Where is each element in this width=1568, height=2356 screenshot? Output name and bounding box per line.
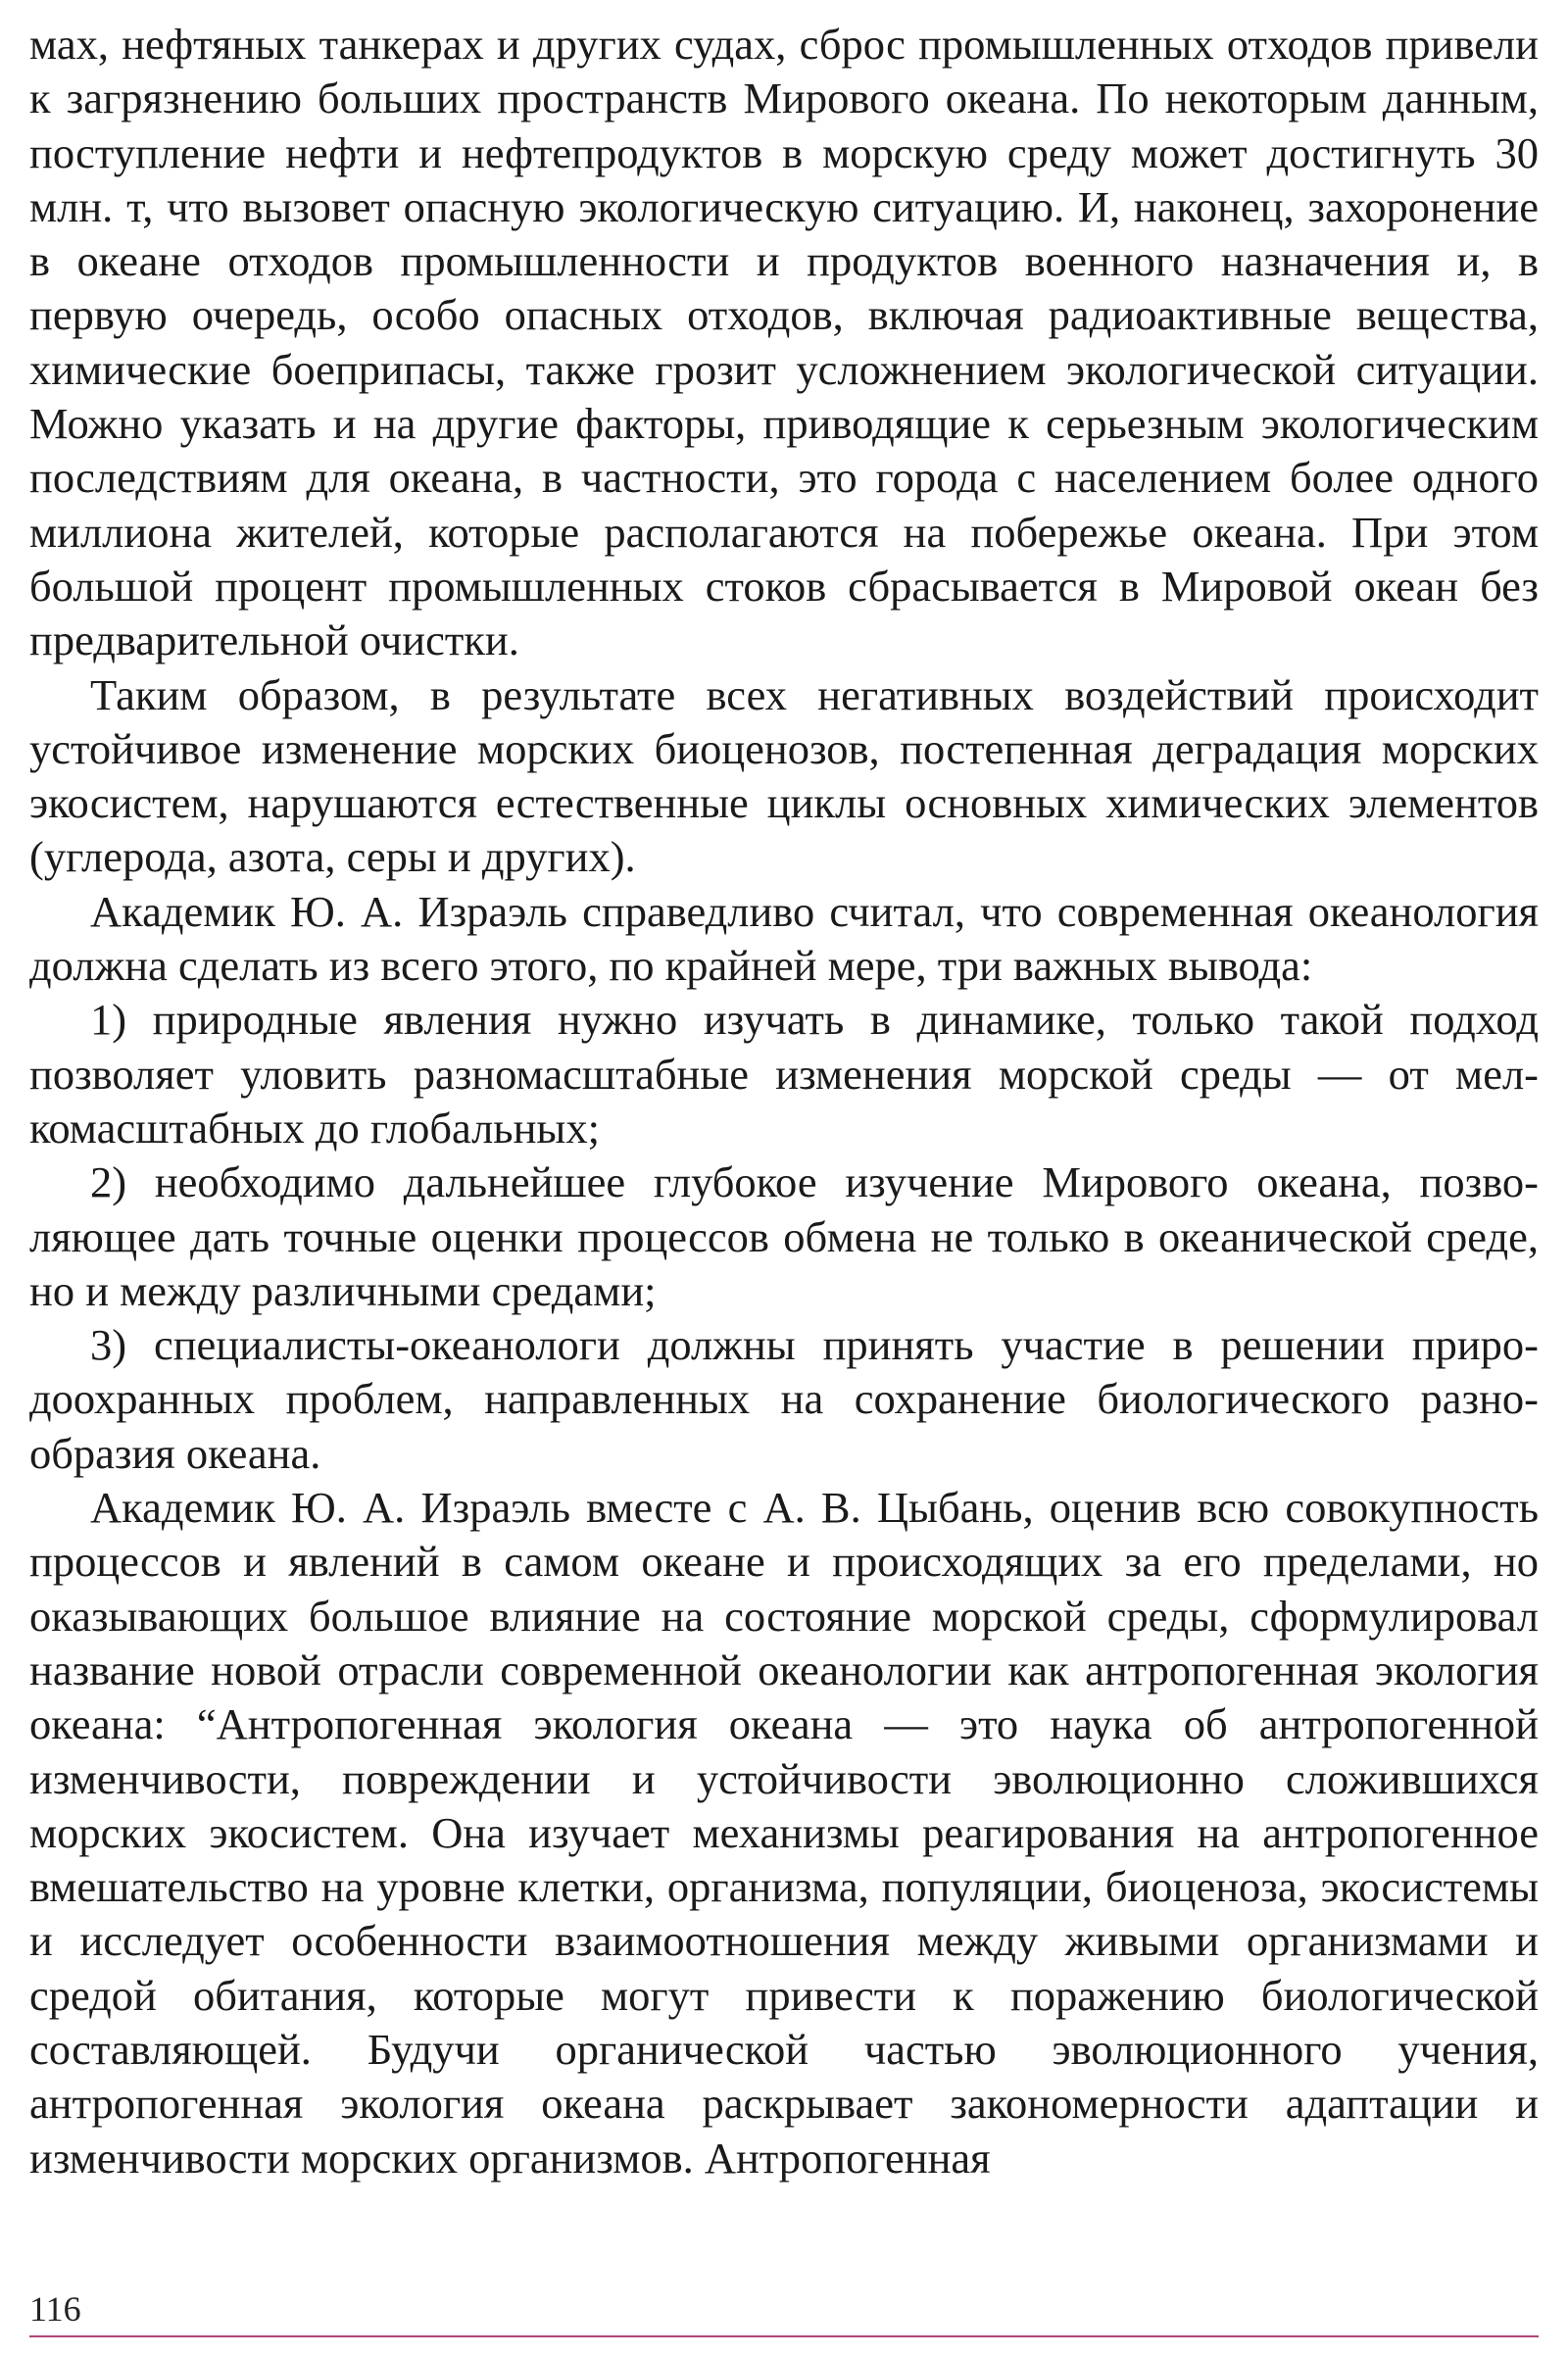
footer-rule bbox=[29, 2335, 1539, 2337]
paragraph-continued: мах, нефтяных танкерах и других судах, сброс промышленных отходов привели к загрязнению больших пространств Мирового океана. По некоторым данным, поступление нефти и нефтепродуктов в морскую среду может достигнуть 30 млн. т, что вызовет опасную экологическую ситуацию. И, наконец, захоронение в океане отходов промышленности и продуктов военного назначения и, в первую очередь, особо опасных отходов, включая радиоактивные вещества, химические боеприпасы, также грозит усложнением экологической ситуации. Можно указать и на другие факторы, приводящие к серьезным экологическим последствиям для океана, в частности, это города с населением более одного миллиона жителей, которые располагаются на побережье океана. При этом большой процент промышленных стоков сбрасывается в Мировой океан без предварительной очистки. bbox=[29, 20, 1539, 665]
list-item-conclusion-2: 2) необходимо дальнейшее глубокое изучение Мирового океана, позволяющее дать точные оценки процессов обмена не только в океанической среде, но и между различными средами; bbox=[29, 1157, 1539, 1315]
paragraph-izrael-conclusions-intro: Академик Ю. А. Израэль справедливо считал, что современная океанология должна сделать из всего этого, по крайней мере, три важных вывода: bbox=[29, 886, 1539, 991]
page-number: 116 bbox=[29, 2289, 81, 2329]
list-item-conclusion-3: 3) специалисты-океанологи должны принять участие в решении природоохранных проблем, направленных на сохранение биологического разнообразия океана. bbox=[29, 1320, 1539, 1478]
paragraph-anthropogenic-ecology: Академик Ю. А. Израэль вместе с А. В. Цыбань, оценив всю совокупность процессов и явлений в самом океане и происходящих за его пределами, но оказывающих большое влияние на состояние морской среды, сформулировал название новой отрасли современной океанологии как антропогенная экология океана: “Антропогенная экология океана — это наука об антропогенной изменчивости, повреждении и устойчивости эволюционно сложившихся морских экосистем. Она изучает механизмы реагирования на антропогенное вмешательство на уровне клетки, организма, популяции, биоценоза, экосистемы и исследует особенности взаимоотношения между живыми организмами и средой обитания, которые могут привести к поражению биологической составляющей. Будучи органической частью эволюционного учения, антропогенная экология океана раскрывает закономерности адаптации и изменчивости морских организмов. Антропогенная bbox=[29, 1483, 1539, 2183]
page-body bbox=[29, 18, 1539, 2185]
paragraph-consequences: Таким образом, в результате всех негативных воздействий происходит устойчивое изменение морских биоценозов, постепенная деградация морских экосистем, нарушаются естественные циклы основных химических элементов (углерода, азота, серы и других). bbox=[29, 669, 1539, 882]
list-item-conclusion-1: 1) природные явления нужно изучать в динамике, только такой подход позволяет уловить разномасштабные изменения морской среды — от мелкомасштабных до глобальных; bbox=[29, 995, 1539, 1153]
